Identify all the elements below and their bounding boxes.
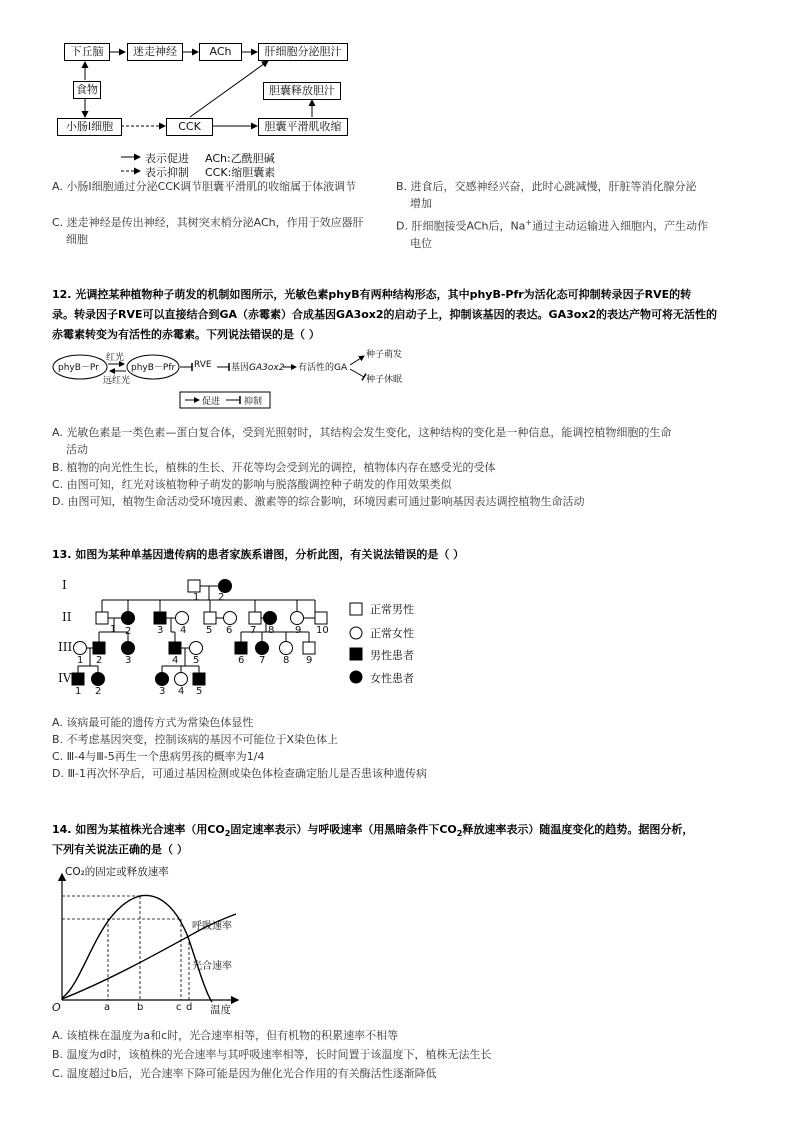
q12-legend-inhibit: 抑制 (244, 397, 263, 407)
num-II-6: 6 (226, 625, 233, 636)
legend-cck: CCK:缩胆囊素 (205, 166, 276, 179)
q14-tick-c: c (176, 1002, 182, 1013)
smooth-muscle-box: 胆囊平滑肌收缩 (258, 118, 348, 136)
intestine-box: 小肠Ⅰ细胞 (57, 118, 122, 136)
num-II-9: 9 (295, 625, 302, 636)
num-II-3: 3 (157, 625, 164, 636)
gene-name: GA3ox2 (249, 363, 285, 373)
q13-pedigree (0, 570, 794, 700)
num-III-4: 4 (172, 655, 179, 666)
q14-tick-d: d (186, 1002, 193, 1013)
legend-ach: ACh:乙酰胆碱 (205, 152, 275, 165)
phyb-pr-label: phyB－Pr (58, 363, 99, 373)
gene-prefix: 基因 (231, 363, 250, 373)
legend-affected-male: 男性患者 (370, 649, 414, 662)
q14-stem-1b: 固定速率表示）与呼吸速率（用黑暗条件下CO (230, 823, 457, 836)
gen-label-4: IV (58, 671, 72, 685)
q11-arrows (0, 0, 794, 180)
q11-option-d-sup: + (525, 218, 533, 227)
q12-option-d: D. 由图可知，植物生命活动受环境因素、激素等的综合影响，环境因素可通过影响基因表达调控植物生命活动 (52, 495, 585, 508)
vagus-box: 迷走神经 (127, 43, 183, 61)
num-I-2: 2 (218, 592, 225, 603)
num-III-5: 5 (193, 655, 200, 666)
legend-normal-male: 正常男性 (370, 603, 414, 616)
num-II-2: 2 (125, 626, 132, 637)
num-III-7: 7 (259, 655, 266, 666)
q12-option-a-line2: 活动 (66, 443, 88, 456)
q14-photosynthesis-label: 光合速率 (192, 961, 232, 972)
q14-graph-svg (0, 862, 794, 1022)
legend-affected-female: 女性患者 (370, 672, 414, 685)
gene-label (231, 360, 284, 373)
far-red-label: 远红光 (103, 376, 131, 386)
q12-diagram (0, 340, 794, 415)
hypothalamus-box: 下丘脑 (64, 43, 110, 61)
q14-stem-1c: 释放速率表示）随温度变化的趋势。据图分析， (462, 823, 694, 836)
q14-sub-1: 2 (224, 829, 231, 839)
num-IV-5: 5 (196, 686, 203, 697)
num-III-9: 9 (306, 655, 313, 666)
phyb-pfr-label: phyB－Pfr (131, 363, 176, 373)
legend-inhibit: 表示抑制 (145, 166, 189, 179)
food-box: 食物 (73, 81, 101, 99)
q11-option-b-line1: B. 进食后，交感神经兴奋，此时心跳减慢，肝脏等消化腺分泌 (396, 180, 697, 193)
num-I-1: 1 (193, 592, 200, 603)
ach-box: ACh (199, 43, 242, 61)
num-III-2: 2 (96, 655, 103, 666)
q12-legend-promote: 促进 (202, 397, 221, 407)
q14-stem-1a: 14. 如图为某植株光合速率（用CO (52, 823, 225, 836)
q13-stem: 13. 如图为某种单基因遗传病的患者家族系谱图，分析此图，有关说法错误的是（ ） (52, 548, 465, 561)
liver-box: 肝细胞分泌胆汁 (258, 43, 348, 61)
gen-label-2: II (62, 610, 72, 624)
q14-option-a: A. 该植株在温度为a和c时，光合速率相等，但有机物的积累速率不相等 (52, 1029, 399, 1042)
num-III-3: 3 (125, 655, 132, 666)
q11-option-c-line2: 细胞 (66, 233, 88, 246)
num-IV-1: 1 (75, 686, 82, 697)
num-II-8: 8 (268, 625, 275, 636)
num-IV-4: 4 (178, 686, 185, 697)
num-II-4: 4 (180, 625, 187, 636)
gallbladder-release-box: 胆囊释放胆汁 (263, 82, 341, 100)
num-II-1: 1 (110, 624, 117, 635)
q12-option-c: C. 由图可知，红光对该植物种子萌发的影响与脱落酸调控种子萌发的作用效果类似 (52, 478, 452, 491)
q11-option-b-line2: 增加 (410, 197, 432, 210)
dormant-label: 种子休眠 (366, 375, 403, 385)
q12-stem-line1: 12. 光调控某种植物种子萌发的机制如图所示，光敏色素phyB有两种结构形态，其中phyB-Pfr为活化态可抑制转录因子RVE的转 (52, 288, 692, 301)
q11-option-c (52, 214, 364, 248)
legend-promote: 表示促进 (145, 152, 189, 165)
q11-option-b (396, 178, 697, 212)
q14-graph (0, 862, 794, 1022)
q11-option-d-line1b: 通过主动运输进入细胞内，产生动作 (532, 219, 709, 233)
q13-option-d: D. Ⅲ-1再次怀孕后，可通过基因检测或染色体检查确定胎儿是否患该种遗传病 (52, 767, 428, 780)
legend-normal-female: 正常女性 (370, 627, 414, 640)
num-III-6: 6 (238, 655, 245, 666)
q12-stem-line3: 赤霉素转变为有活性的赤霉素。下列说法错误的是（ ） (52, 328, 320, 341)
q14-origin: O (52, 1001, 61, 1014)
gI-2 (219, 580, 232, 593)
cck-box: CCK (166, 118, 213, 136)
q14-option-c: C. 温度超过b后，光合速率下降可能是因为催化光合作用的有关酶活性逐渐降低 (52, 1067, 437, 1080)
num-II-10: 10 (316, 625, 329, 636)
q14-ylabel: CO₂的固定或释放速率 (65, 866, 169, 878)
q14-option-b: B. 温度为d时，该植株的光合速率与其呼吸速率相等，长时间置于该温度下，植株无法生长 (52, 1048, 492, 1061)
q14-tick-a: a (104, 1002, 111, 1013)
q12-stem-line2: 录。转录因子RVE可以直接结合到GA（赤霉素）合成基因GA3ox2的启动子上，抑制该基因的表达。GA3ox2的表达产物可将无活性的 (52, 308, 718, 321)
num-III-1: 1 (77, 655, 84, 666)
photosynthesis-curve (62, 895, 212, 1002)
gen-label-1: I (62, 578, 67, 592)
q11-option-d-line2: 电位 (410, 236, 432, 250)
num-IV-3: 3 (159, 686, 166, 697)
q11-option-d-line1a: D. 肝细胞接受ACh后，Na (396, 219, 526, 233)
q14-respiration-label: 呼吸速率 (192, 921, 232, 932)
num-II-5: 5 (206, 625, 213, 636)
q12-option-a-line1: A. 光敏色素是一类色素—蛋白复合体，受到光照射时，其结构会发生变化，这种结构的变化是一种信息，能调控植物细胞的生命 (52, 426, 672, 439)
rve-label: RVE (194, 360, 212, 370)
q14-xlabel: 温度 (210, 1004, 231, 1016)
num-II-7: 7 (250, 625, 257, 636)
q13-option-b: B. 不考虑基因突变，控制该病的基因不可能位于X染色体上 (52, 733, 339, 746)
red-light-label: 红光 (106, 353, 125, 363)
q11-option-a: A. 小肠Ⅰ细胞通过分泌CCK调节胆囊平滑肌的收缩属于体液调节 (52, 180, 357, 193)
gen-label-3: III (58, 640, 73, 654)
q14-tick-b: b (137, 1002, 144, 1013)
q12-option-b: B. 植物的向光性生长，植株的生长、开花等均会受到光的调控，植物体内存在感受光的受体 (52, 461, 496, 474)
q13-option-c: C. Ⅲ-4与Ⅲ-5再生一个患病男孩的概率为1/4 (52, 750, 265, 763)
q11-option-c-line1: C. 迷走神经是传出神经，其树突末梢分泌ACh，作用于效应器肝 (52, 216, 364, 229)
q14-sub-2: 2 (456, 829, 463, 839)
q12-option-a (52, 424, 671, 458)
q13-option-a: A. 该病最可能的遗传方式为常染色体显性 (52, 716, 254, 729)
q11-diagram (0, 0, 794, 180)
active-ga-label: 有活性的GA (298, 363, 348, 373)
num-III-8: 8 (283, 655, 290, 666)
q11-option-d (396, 214, 708, 252)
q14-stem-line2: 下列有关说法正确的是（ ） (52, 843, 188, 856)
germinate-label: 种子萌发 (366, 350, 403, 360)
gI-1 (188, 580, 200, 592)
num-IV-2: 2 (95, 686, 102, 697)
